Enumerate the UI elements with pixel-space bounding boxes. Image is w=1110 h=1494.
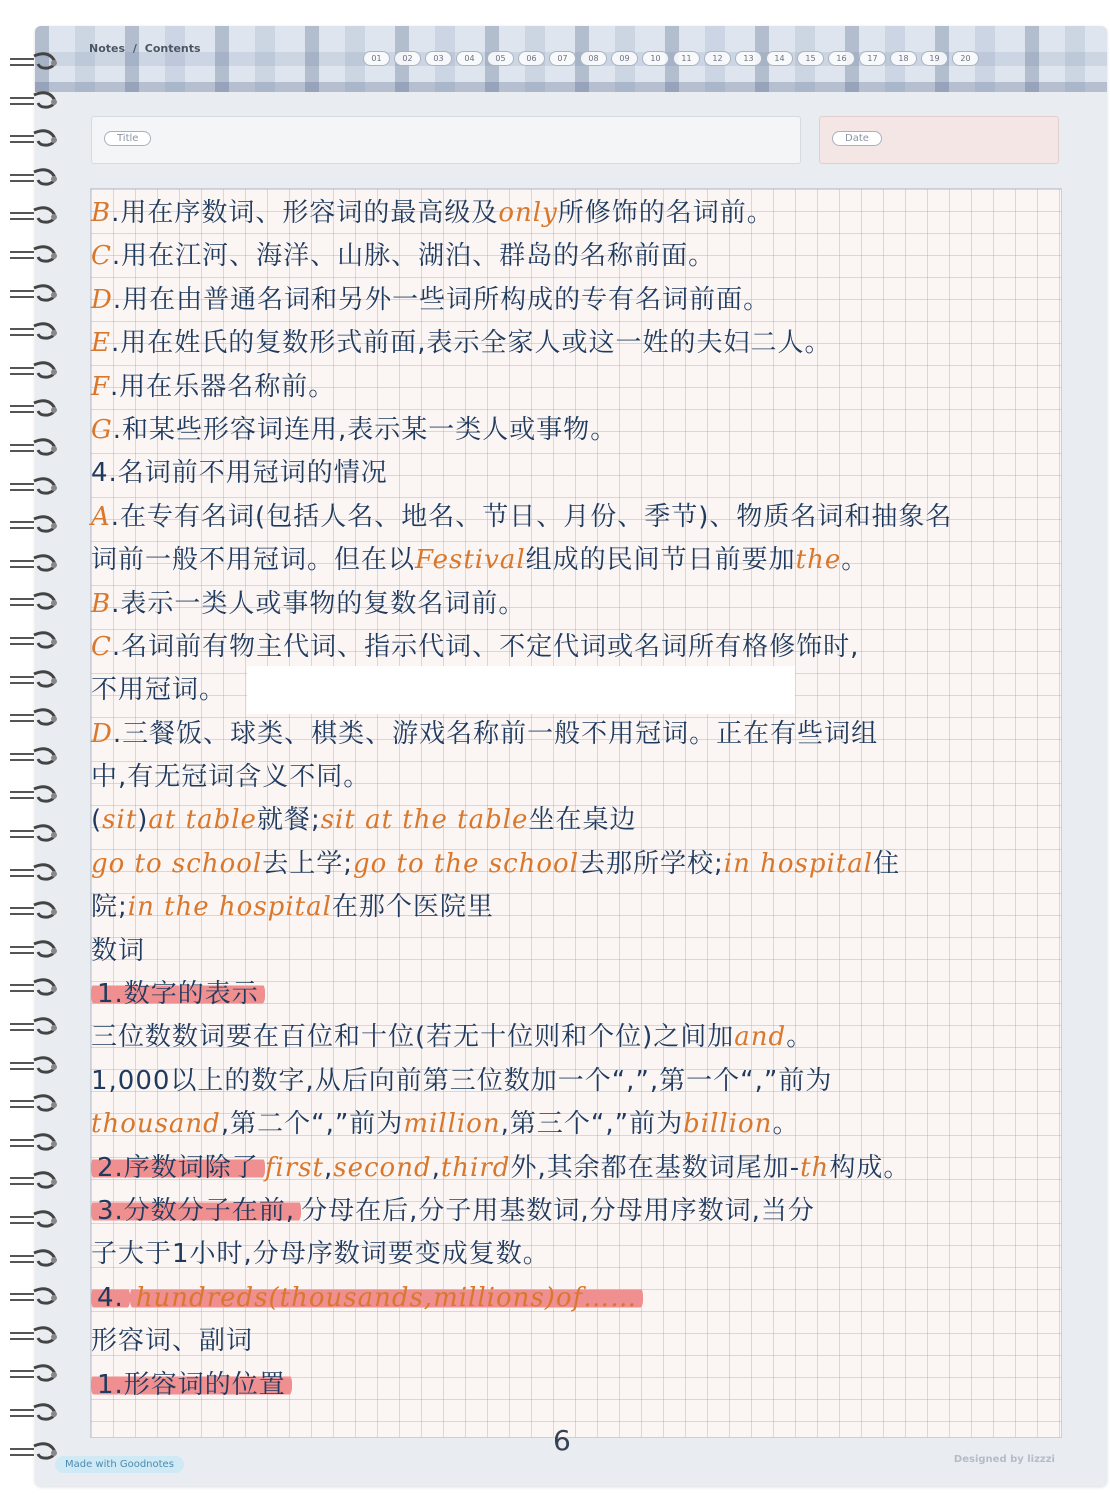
title-label: Title [104,131,151,146]
highlighted-text: 1.形容词的位置 [91,1370,292,1400]
tab-page-07[interactable]: 07 [549,51,576,66]
note-line [91,1016,1056,1059]
designed-by-credit: Designed by lizzzi [953,1454,1055,1465]
orange-keyword: D [91,718,113,749]
highlighted-text: 1.数字的表示 [91,979,265,1009]
note-line [91,930,1056,973]
note-line [91,1320,1056,1363]
note-text: 坐在桌边 [528,805,637,836]
breadcrumb-separator: / [132,42,137,55]
note-text: .用在江河、海洋、山脉、湖泊、群岛的名称前面。 [111,241,716,272]
orange-keyword: F [91,371,111,402]
spiral-ring-icon [8,1287,64,1307]
tab-page-18[interactable]: 18 [890,51,917,66]
note-text: .用在序数词、形容词的最高级及 [111,198,499,228]
note-line [91,279,1056,322]
note-text: .用在由普通名词和另外一些词所构成的专有名词前面。 [112,284,771,315]
tab-page-06[interactable]: 06 [518,51,545,66]
note-text: , [323,1152,334,1183]
tab-page-09[interactable]: 09 [611,51,638,66]
page-number: 6 [553,1424,571,1457]
note-text: .用在乐器名称前。 [110,371,336,402]
spiral-ring-icon [8,670,64,690]
note-line [91,1233,1056,1276]
highlighted-text: 2.序数词除了 [91,1153,265,1183]
spiral-ring-icon [8,1056,64,1076]
note-line [91,1190,1056,1233]
spiral-ring-icon [8,1017,64,1037]
spiral-ring-icon [8,206,64,226]
note-text: 4.名词前不用冠词的情况 [91,458,388,489]
spiral-ring-icon [8,129,64,149]
orange-keyword: B [91,198,112,228]
spiral-ring-icon [8,592,64,612]
tab-page-11[interactable]: 11 [673,51,700,66]
note-text: 去上学; [262,848,353,879]
spiral-ring-icon [8,1364,64,1384]
note-line [91,799,1056,842]
orange-keyword: third [440,1152,511,1183]
orange-keyword: thousand [91,1109,221,1140]
orange-keyword: A [91,501,111,532]
tab-page-20[interactable]: 20 [952,51,979,66]
orange-keyword: sit [102,805,138,836]
orange-keyword: D [91,284,113,315]
spiral-ring-icon [8,863,64,883]
note-text: ,第三个“,”前为 [500,1109,684,1140]
spiral-ring-icon [8,785,64,805]
tab-page-14[interactable]: 14 [766,51,793,66]
spiral-ring-icon [8,361,64,381]
note-line [91,322,1056,365]
tab-page-17[interactable]: 17 [859,51,886,66]
notebook-page [35,26,1107,1486]
spiral-ring-icon [8,1403,64,1423]
note-text: 就餐; [256,805,321,836]
spiral-ring-icon [8,515,64,535]
orange-keyword: in hospital [723,848,874,879]
note-line [91,756,1056,799]
note-line [91,973,1056,1016]
tab-page-03[interactable]: 03 [425,51,452,66]
spiral-ring-icon [8,1249,64,1269]
spiral-ring-icon [8,940,64,960]
note-line [91,843,1056,886]
spiral-ring-icon [8,1210,64,1230]
redaction-block [247,666,795,714]
orange-keyword: C [91,631,112,662]
note-text: .三餐饭、球类、棋类、游戏名称前一般不用冠词。正在有些词组 [112,718,879,749]
note-text: .名词前有物主代词、指示代词、不定代词或名词所有格修饰时, [111,631,860,662]
orange-keyword: B [91,588,112,619]
orange-keyword: and [734,1022,787,1053]
date-label: Date [832,131,882,146]
note-text: ( [91,805,103,836]
spiral-ring-icon [8,978,64,998]
note-text: 三位数数词要在百位和十位(若无十位则和个位)之间加 [91,1022,735,1053]
note-text: 词前一般不用冠词。但在以 [91,545,416,576]
breadcrumb-notes[interactable]: Notes [89,42,126,55]
orange-keyword: th [800,1152,830,1183]
note-text: 外,其余都在基数词尾加- [510,1152,801,1183]
orange-keyword: million [403,1109,501,1140]
orange-keyword: sit at the table [320,805,529,836]
spiral-ring-icon [8,322,64,342]
note-line [91,713,1056,756]
orange-keyword: second [333,1152,432,1183]
spiral-binding [8,52,68,1472]
spiral-ring-icon [8,284,64,304]
spiral-ring-icon [8,1442,64,1462]
note-line [91,235,1056,278]
tab-page-12[interactable]: 12 [704,51,731,66]
note-line [91,626,1056,669]
orange-keyword: G [91,414,113,445]
title-field[interactable] [91,116,801,164]
tab-page-10[interactable]: 10 [642,51,669,66]
orange-keyword: the [795,545,842,576]
highlighted-text: hundreds(thousands,millions)of…… [130,1283,643,1313]
note-text: , [431,1152,441,1183]
note-text: 。 [841,545,869,576]
note-text: 去那所学校; [579,848,724,879]
spiral-ring-icon [8,554,64,574]
note-text: 。 [772,1109,800,1140]
note-text: 不用冠词。 [91,675,227,706]
breadcrumb-contents[interactable]: Contents [144,42,201,55]
orange-keyword: first [264,1152,324,1183]
note-text: 住 [873,848,901,879]
note-text: .和某些形容词连用,表示某一类人或事物。 [112,414,618,445]
highlighted-text: 3.分数分子在前, [91,1196,301,1226]
note-line [91,452,1056,495]
note-line [91,1147,1056,1190]
spiral-ring-icon [8,399,64,419]
note-line [91,583,1056,626]
spiral-ring-icon [8,631,64,651]
note-line [91,192,1056,235]
note-text: ,第二个“,”前为 [220,1109,404,1140]
note-line [91,1103,1056,1146]
tab-page-13[interactable]: 13 [735,51,762,66]
orange-keyword: C [91,241,112,272]
note-text: 所修饰的名词前。 [557,198,774,228]
spiral-ring-icon [8,438,64,458]
note-text: 数词 [91,935,146,966]
orange-keyword: go to the school [352,848,580,879]
spiral-ring-icon [8,1171,64,1191]
tab-page-19[interactable]: 19 [921,51,948,66]
spiral-ring-icon [8,901,64,921]
note-text: 。 [786,1022,814,1053]
spiral-ring-icon [8,1326,64,1346]
note-text: .用在姓氏的复数形式前面,表示全家人或这一姓的夫妇二人。 [110,328,832,359]
note-line [91,1277,1056,1320]
spiral-ring-icon [8,168,64,188]
tab-page-02[interactable]: 02 [394,51,421,66]
orange-keyword: at table [148,805,257,836]
note-text: 形容词、副词 [91,1326,254,1357]
note-text: 在那个医院里 [331,892,494,923]
note-line [91,409,1056,452]
note-text: 子大于1小时,分母序数词要变成复数。 [91,1239,550,1270]
note-line [91,1060,1056,1103]
note-text: 分母在后,分子用基数词,分母用序数词,当分 [301,1195,815,1226]
tab-page-05[interactable]: 05 [487,51,514,66]
note-text: .表示一类人或事物的复数名词前。 [111,588,526,619]
highlighted-text: 4. [91,1283,130,1313]
orange-keyword: only [498,198,558,228]
spiral-ring-icon [8,747,64,767]
orange-keyword: Festival [415,545,526,576]
spiral-ring-icon [8,245,64,265]
note-text: 构成。 [829,1152,911,1183]
breadcrumb [89,42,205,55]
handwritten-notes [91,192,1056,1407]
spiral-ring-icon [8,52,64,72]
tab-page-08[interactable]: 08 [580,51,607,66]
note-line [91,366,1056,409]
tab-page-15[interactable]: 15 [797,51,824,66]
tab-page-04[interactable]: 04 [456,51,483,66]
date-field[interactable] [819,116,1059,164]
orange-keyword: go to school [91,848,263,879]
spiral-ring-icon [8,1133,64,1153]
note-line [91,886,1056,929]
note-text: .在专有名词(包括人名、地名、节日、月份、季节)、物质名词和抽象名 [110,501,953,532]
orange-keyword: billion [683,1109,773,1140]
tab-page-01[interactable]: 01 [363,51,390,66]
note-text: 中,有无冠词含义不同。 [91,762,371,793]
orange-keyword: E [91,328,111,359]
note-text: 1,000以上的数字,从后向前第三位数加一个“,”,第一个“,”前为 [91,1065,833,1096]
orange-keyword: in the hospital [127,892,332,923]
page-tabs [363,51,979,66]
spiral-ring-icon [8,824,64,844]
note-text: 组成的民间节日前要加 [525,545,796,576]
spiral-ring-icon [8,1094,64,1114]
spiral-ring-icon [8,477,64,497]
note-line [91,1364,1056,1407]
note-line [91,539,1056,582]
spiral-ring-icon [8,708,64,728]
note-text: ) [137,805,149,836]
note-line [91,496,1056,539]
note-text: 院; [91,892,128,923]
spiral-ring-icon [8,91,64,111]
tab-page-16[interactable]: 16 [828,51,855,66]
goodnotes-badge: Made with Goodnotes [55,1456,184,1473]
